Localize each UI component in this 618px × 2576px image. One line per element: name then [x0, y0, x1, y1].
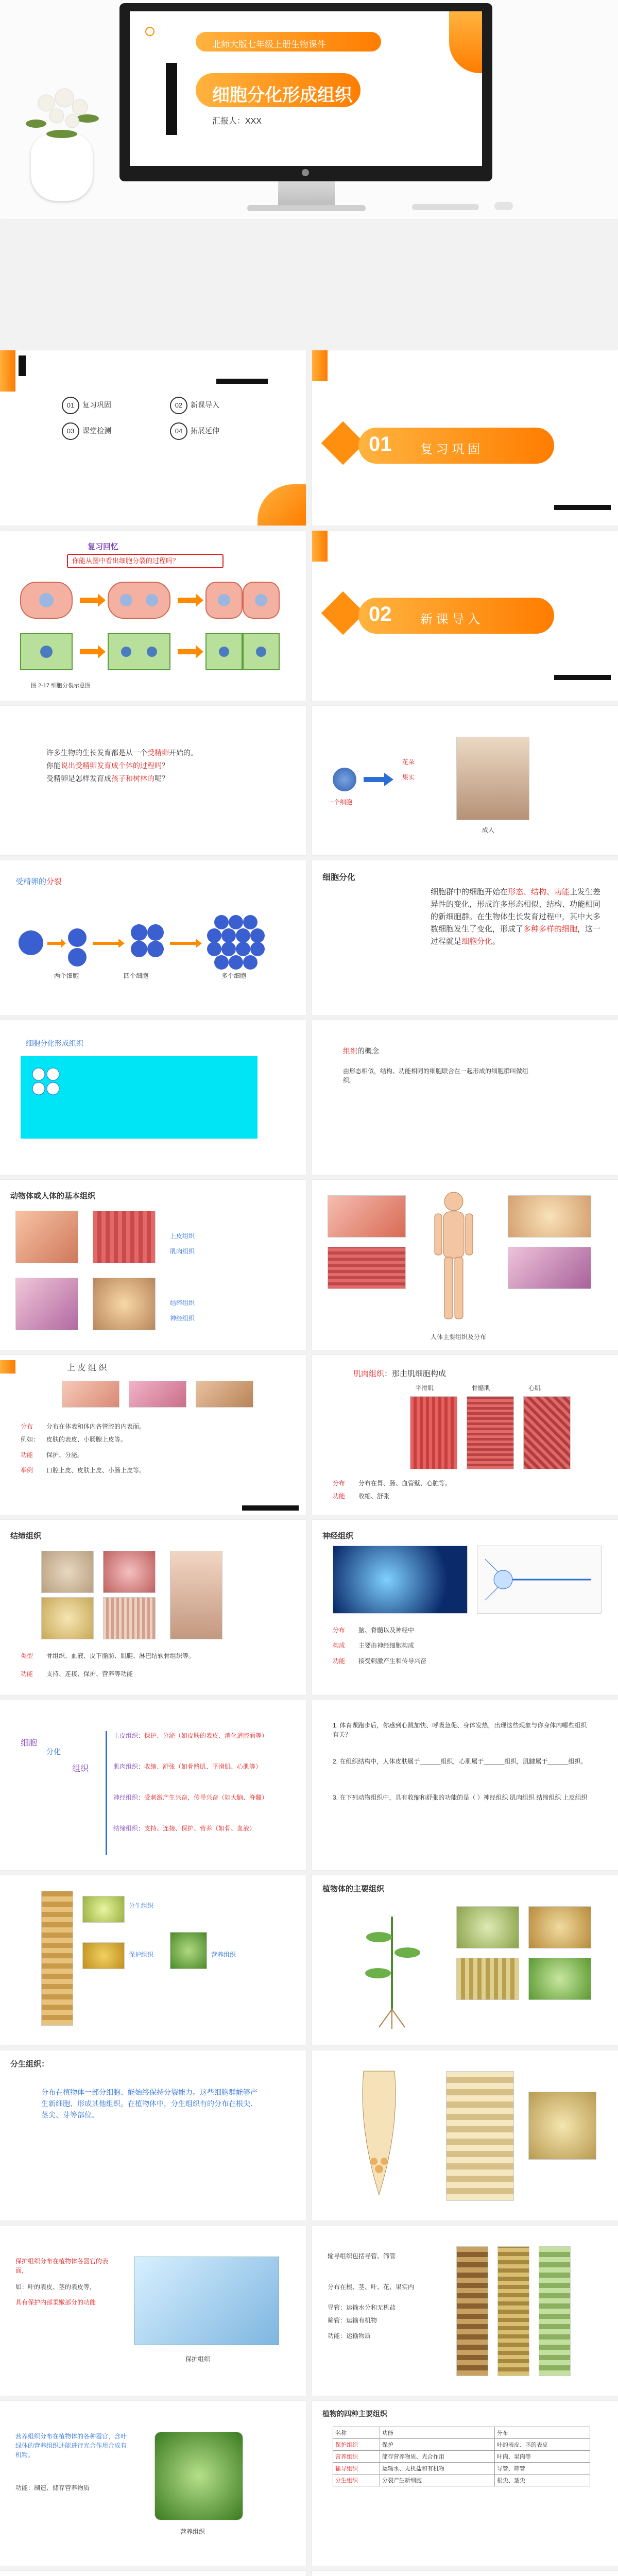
zygote-slide: 受精卵的分裂 两个细胞 四个细胞 多个细胞	[0, 860, 306, 1015]
arrow-icon	[364, 772, 394, 787]
diff-title: 细胞分化	[322, 873, 356, 882]
table-row: 输导组织 运输水、无机盐和有机物 导管、筛管	[333, 2463, 590, 2475]
plant-tissue-right-slide: 植物体的主要组织	[312, 1875, 618, 2045]
epithelial-image	[15, 1211, 78, 1263]
nerve-photo	[333, 1546, 468, 1614]
toc-label-3[interactable]: 课堂检测	[82, 427, 111, 435]
review-slide	[0, 531, 306, 701]
plant-table-slide: 植物的四种主要组织 名称 功能 分布 保护组织 保护 叶的表皮、茎的表皮 营养组织 储存营养物质、光合作用 叶肉、果肉等 输导组织 运输水、无机盐和有机物 导管、筛管 分生组织 分裂产生新细胞 根尖、茎尖	[312, 2401, 618, 2566]
plant-tissue-table	[333, 2427, 590, 2486]
toc-deco-bar	[0, 350, 15, 392]
connective-image	[15, 1278, 78, 1330]
monitor-base	[247, 205, 366, 211]
body-tissue-dist-slide: 人体主要组织及分布	[312, 1180, 618, 1350]
muscle-image	[93, 1211, 156, 1263]
table-header: 分布	[494, 2427, 590, 2439]
toc-black-line	[216, 379, 268, 384]
toc-label-1[interactable]: 复习巩固	[82, 401, 111, 409]
nutrient-tissue-image	[154, 2432, 243, 2520]
cover-corner-deco	[449, 11, 482, 73]
quiz1-slide: 1. 体育课跑步后，你感到心跳加快、呼吸急促、身体发热，出现这些现象与你身体内哪些组织有关？ 2. 在组织结构中，人体皮肤属于______组织，心肌属于______组织，肌腱属于______组织。 3. 在下列动物组织中，具有收缩和舒张的功能的是（ ）神经组织 肌肉组织 结缔组织 上皮组织	[312, 1700, 618, 1870]
human-body-icon	[431, 1190, 477, 1324]
section-02-num: 02	[369, 603, 392, 625]
review-question: 你能从图中看出细胞分裂的过程吗？	[72, 557, 180, 565]
toc-label-4[interactable]: 拓展延伸	[191, 427, 219, 435]
table-row: 分生组织 分裂产生新细胞 根尖、茎尖	[333, 2475, 590, 2486]
toc-num-3: 03	[62, 422, 79, 440]
animal-summary-slide: 细胞 分化 组织 上皮组织：保护、分泌（如皮肤的表皮、消化道腔面等） 肌肉组织：收缩、舒张（如骨骼肌、平滑肌、心肌等） 神经组织：受刺激产生兴奋，传导兴奋（如大脑、脊髓） 结缔组织：支持、连接、保护、营养（如骨、血液）	[0, 1700, 306, 1870]
connective-slide: 结缔组织 类型 骨组织、血液、皮下脂肪、肌腱、淋巴结软骨组织等。 功能 支持、连接、保护、营养等功能	[0, 1520, 306, 1695]
meristem-slide: 分生组织： 分布在植物体一部分细胞、能始终保持分裂能力。这些细胞群能够产生新细胞、形成其他组织。在植物体中，分生组织有的分布在根尖、茎尖、芽等部位。	[0, 2050, 306, 2221]
cover-presenter: 汇报人：XXX	[212, 117, 262, 126]
tissue-def-right-slide: 组织的概念 由形态相似，结构、功能相同的细胞联合在一起形成的细胞群叫做组织。	[312, 1020, 618, 1175]
plant-tissue-left-slide: 分生组织 保护组织 营养组织	[0, 1875, 306, 2045]
cover-subtitle: 北师大版七年级上册生物课件	[212, 40, 326, 49]
table-header: 名称	[333, 2427, 380, 2439]
toc-num-4: 04	[170, 422, 187, 440]
differentiation-slide	[312, 860, 618, 1015]
cell-division-diagram	[10, 577, 299, 675]
keyboard	[412, 204, 479, 210]
toc-num-2: 02	[170, 397, 187, 414]
tissue-def-left-slide: 细胞分化形成组织	[0, 1020, 306, 1175]
single-cell-icon	[333, 768, 356, 791]
cover-title: 细胞分化形成组织	[212, 86, 352, 105]
review-caption: 图 2-17 细胞分裂示意图	[31, 683, 91, 689]
nutrient-slide: 营养组织分布在植物体的各种器官，含叶绿体的营养组织还能进行光合作用合成有机物。 功能：制造、储存营养物质 营养组织	[0, 2401, 306, 2566]
section-02-label: 新 课 导 入	[420, 613, 480, 626]
neuron-diagram	[477, 1546, 602, 1614]
section-01-slide	[312, 350, 618, 526]
review-label: 复习回忆	[88, 543, 119, 551]
intro-cell-label: 一个细胞	[328, 799, 353, 806]
toc-label-2[interactable]: 新课导入	[191, 401, 219, 409]
toc-num-1: 01	[62, 397, 79, 414]
intro-text-slide: 许多生物的生长发育都是从一个受精卵开始的。 你能说出受精卵发育成个体的过程吗？ 受精卵是怎样发育成孩子和树林的呢？	[0, 706, 306, 855]
table-header: 功能	[380, 2427, 494, 2439]
leaf-quiz-slide	[0, 2571, 306, 2576]
nerve-image	[93, 1278, 156, 1330]
protect-slide: 保护组织分布在植物体各器官的表面， 如：叶的表皮、茎的表皮等， 具有保护内部柔嫩部分的功能 保护组织	[0, 2226, 306, 2396]
section-01-num: 01	[369, 433, 392, 455]
table-row: 保护组织 保护 叶的表皮、茎的表皮	[333, 2439, 590, 2451]
meristem-image-slide	[312, 2050, 618, 2221]
intro-image-slide: 一个细胞 花朵 果实 成人	[312, 706, 618, 855]
toc-slide	[0, 350, 306, 526]
section-02-slide	[312, 531, 618, 701]
cover-dot-deco	[145, 27, 154, 36]
plant-icon	[358, 1906, 425, 2030]
toc-corner-deco	[258, 484, 306, 526]
root-tip-diagram	[328, 2066, 431, 2200]
diff-body: 细胞群中的细胞开始在形态、结构、功能上发生差异性的变化，形成许多形态相似、结构、功能相同的新细胞群。在生物体生长发育过程中，其中大多数细胞发生了变化，形成了多种多样的细胞，这一过程就是细胞分化。	[431, 888, 601, 946]
monitor-stand	[278, 181, 335, 207]
flower-bouquet-icon	[21, 77, 103, 144]
nerve-slide: 神经组织 分布 脑、脊髓以及神经中 构成 主要由神经细胞构成 功能 接受刺激产生和传导兴奋	[312, 1520, 618, 1695]
tissue-cyan-panel	[21, 1056, 258, 1139]
protect-tissue-image	[134, 2257, 279, 2345]
cover-black-bar	[166, 63, 177, 135]
toc-black-bar	[19, 355, 26, 376]
table-row: 营养组织 储存营养物质、光合作用 叶肉、果肉等	[333, 2451, 590, 2463]
epithelial-slide: 上 皮 组 织 分布 分布在体表和体内各管腔的内表面。 例如： 皮肤的表皮、小肠腺上皮等。 功能 保护、分泌。 举例 口腔上皮、皮肤上皮、小肠上皮等。	[0, 1355, 306, 1515]
section-01-label: 复 习 巩 固	[420, 443, 480, 456]
mouse	[494, 202, 513, 210]
conduct-slide: 输导组织包括导管、筛管 分布在根、茎、叶、花、果实内 导管：运输水分和无机盐 筛管：运输有机物 功能：运输物质	[312, 2226, 618, 2396]
apple-logo-icon	[302, 169, 309, 176]
adult-photo	[456, 737, 529, 820]
cover-slide	[0, 0, 618, 219]
monitor-screen	[130, 11, 482, 166]
animal-tissue-slide: 动物体或人体的基本组织 上皮组织 肌肉组织 结缔组织 神经组织	[0, 1180, 306, 1350]
forest-slide	[312, 2571, 618, 2576]
muscle-slide: 肌肉组织：那由肌细胞构成 平滑肌 骨骼肌 心肌 分布 分布在胃、肠、血管壁、心脏等。 功能 收缩、舒张	[312, 1355, 618, 1515]
zygote-division-diagram	[10, 891, 299, 1005]
